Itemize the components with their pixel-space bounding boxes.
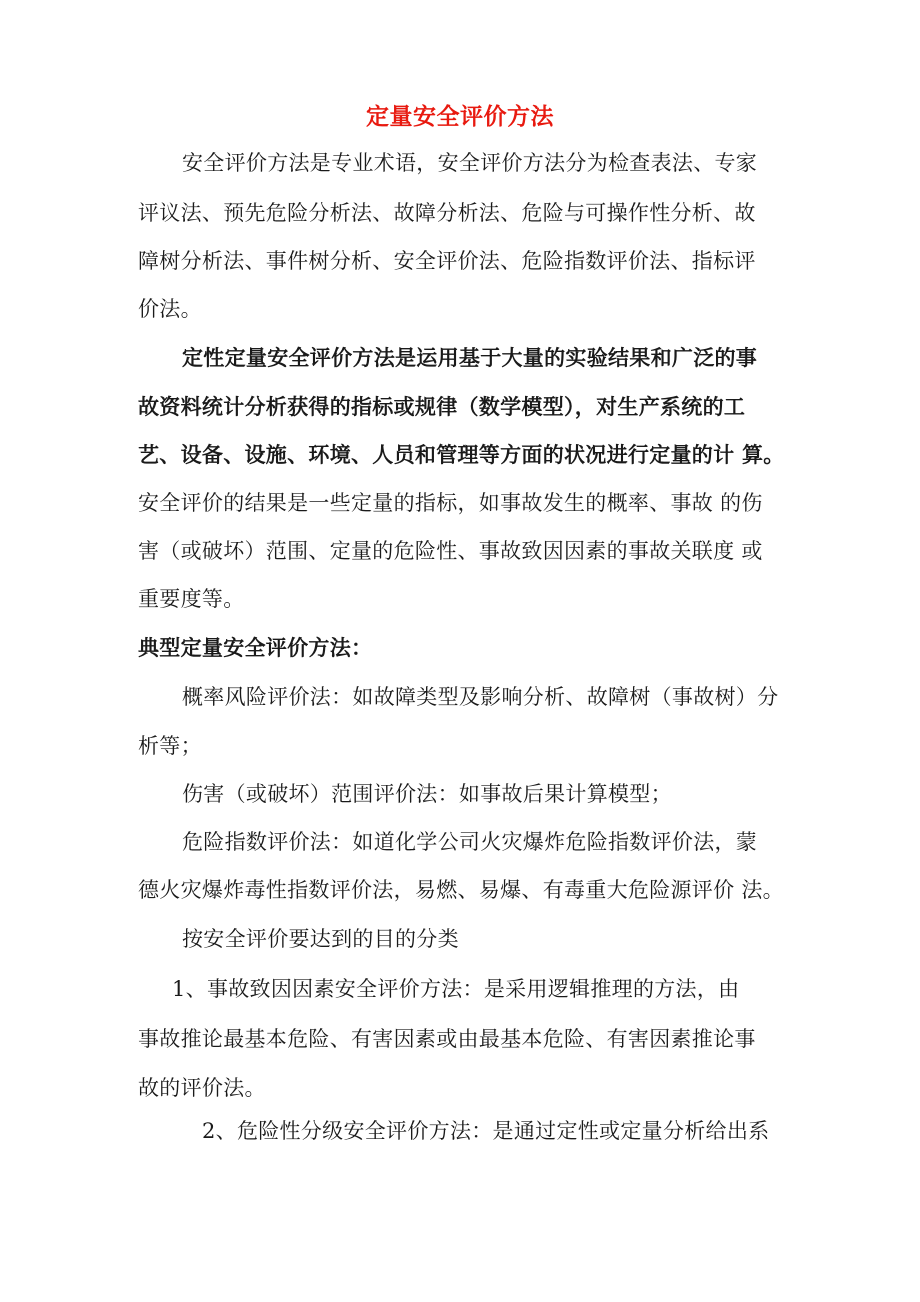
item1-line-1: 1、事故致因因素安全评价方法：是采用逻辑推理的方法，由 (172, 977, 740, 1001)
definition-line-2: 故资料统计分析获得的指标或规律（数学模型），对生产系统的工 (138, 395, 746, 419)
document-title: 定量安全评价方法 (366, 104, 554, 130)
result-line-3: 重要度等。 (138, 587, 245, 611)
method-line-1: 概率风险评价法：如故障类型及影响分析、故障树（事故树）分 (182, 685, 779, 709)
result-line-2: 害（或破坏）范围、定量的危险性、事故致因因素的事故关联度 或 (138, 539, 763, 563)
intro-line-1: 安全评价方法是专业术语，安全评价方法分为检查表法、专家 (182, 151, 758, 175)
classification-heading: 按安全评价要达到的目的分类 (182, 927, 459, 951)
method-line-4: 危险指数评价法：如道化学公司火灾爆炸危险指数评价法，蒙 (182, 830, 758, 854)
item1-line-3: 故的评价法。 (138, 1076, 266, 1100)
intro-line-3: 障树分析法、事件树分析、安全评价法、危险指数评价法、指标评 (138, 249, 756, 273)
result-line-1: 安全评价的结果是一些定量的指标，如事故发生的概率、事故 的伤 (138, 491, 763, 515)
method-line-5: 德火灾爆炸毒性指数评价法，易燃、易爆、有毒重大危险源评价 法。 (138, 878, 784, 902)
intro-line-4: 价法。 (138, 297, 202, 321)
definition-line-3: 艺、设备、设施、环境、人员和管理等方面的状况进行定量的计 算。 (138, 443, 785, 467)
method-line-2: 析等； (138, 734, 202, 758)
method-line-3: 伤害（或破坏）范围评价法：如事故后果计算模型； (182, 782, 672, 806)
item1-line-2: 事故推论最基本危险、有害因素或由最基本危险、有害因素推论事 (138, 1027, 756, 1051)
item2-line-1: 2、危险性分级安全评价方法：是通过定性或定量分析给出系 (202, 1119, 770, 1143)
definition-line-1: 定性定量安全评价方法是运用基于大量的实验结果和广泛的事 (182, 346, 758, 370)
intro-line-2: 评议法、预先危险分析法、故障分析法、危险与可操作性分析、故 (138, 201, 756, 225)
typical-methods-heading: 典型定量安全评价方法： (138, 636, 373, 660)
